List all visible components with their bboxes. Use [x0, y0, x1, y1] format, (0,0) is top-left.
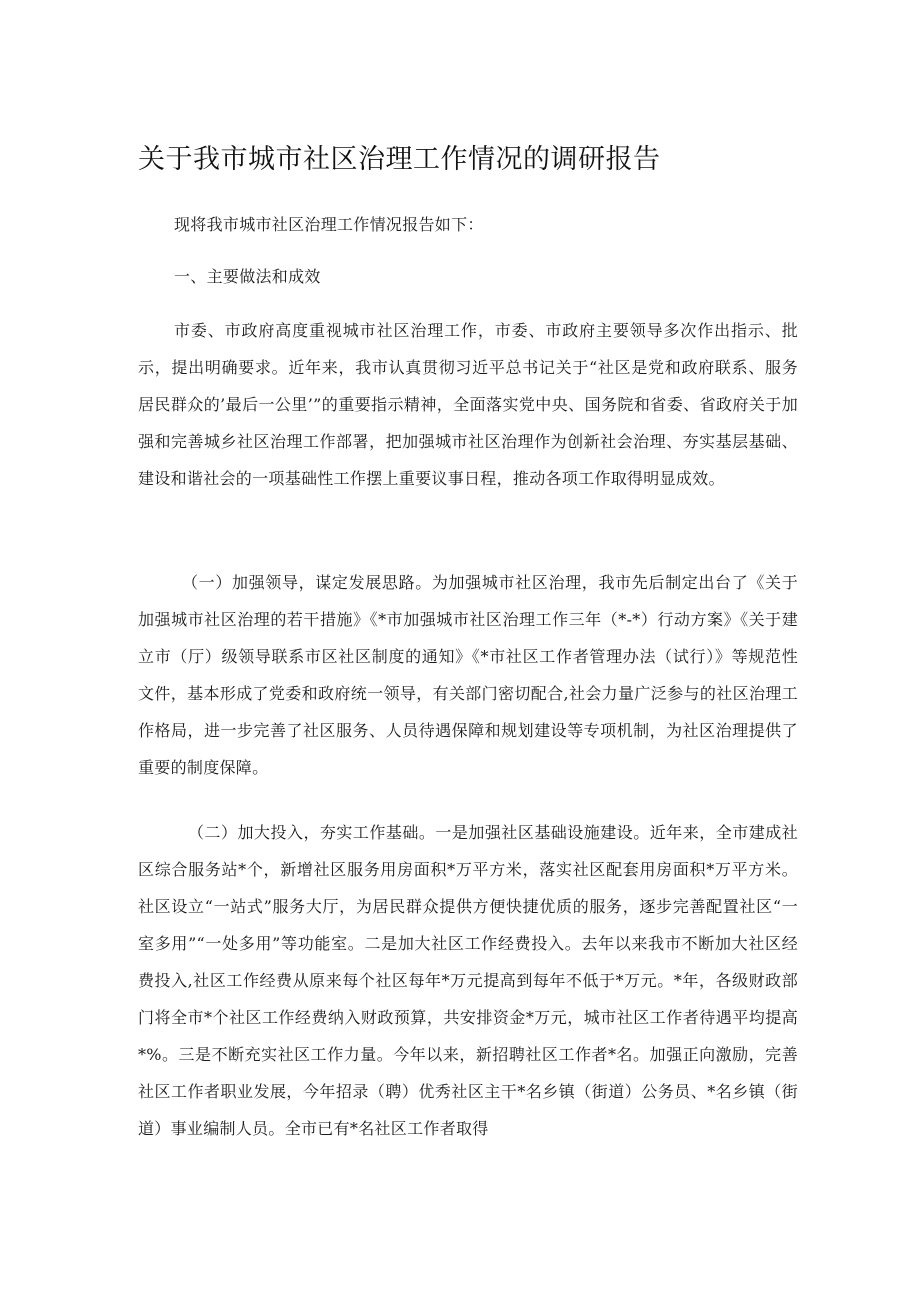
section-heading: 一、主要做法和成效	[174, 267, 321, 286]
intro-line: 现将我市城市社区治理工作情况报告如下：	[174, 215, 484, 234]
paragraph-leadership: （一）加强领导，谋定发展思路。为加强城市社区治理，我市先后制定出台了《关于加强城市社区治理的若干措施》《*市加强城市社区治理工作三年（*-*）行动方案》《关于建立市（厅）级领导联系市区社区制度的通知》《*市社区工作者管理办法（试行）》等规范性文件，基本形成了党委和政府统一领导，有关部门密切配合,社会力量广泛参与的社区治理工作格局，进一步完善了社区服务、人员待遇保障和规划建设等专项机制，为社区治理提供了重要的制度保障。	[138, 573, 798, 777]
paragraph-overview: 市委、市政府高度重视城市社区治理工作，市委、市政府主要领导多次作出指示、批示，提出明确要求。近年来，我市认真贯彻习近平总书记关于“社区是党和政府联系、服务居民群众的’最后一公里’”的重要指示精神，全面落实党中央、国务院和省委、省政府关于加强和完善城乡社区治理工作部署，把加强城市社区治理作为创新社会治理、夯实基层基础、建设和谐社会的一项基础性工作摆上重要议事日程，推动各项工作取得明显成效。	[138, 321, 798, 488]
document-title: 关于我市城市社区治理工作情况的调研报告	[138, 144, 661, 175]
paragraph-investment: （二）加大投入，夯实工作基础。一是加强社区基础设施建设。近年来，全市建成社区综合服务站*个，新增社区服务用房面积*万平方米，落实社区配套用房面积*万平方米。社区设立“一站式”服务大厅，为居民群众提供方便快捷优质的服务，逐步完善配置社区“一室多用”“一处多用”等功能室。二是加大社区工作经费投入。去年以来我市不断加大社区经费投入,社区工作经费从原来每个社区每年*万元提高到每年不低于*万元。*年，各级财政部门将全市*个社区工作经费纳入财政预算，共安排资金*万元，城市社区工作者待遇平均提高*%。三是不断充实社区工作力量。今年以来，新招聘社区工作者*名。加强正向激励，完善社区工作者职业发展，今年招录（聘）优秀社区主干*名乡镇（街道）公务员、*名乡镇（街道）事业编制人员。全市已有*名社区工作者取得	[138, 823, 798, 1138]
